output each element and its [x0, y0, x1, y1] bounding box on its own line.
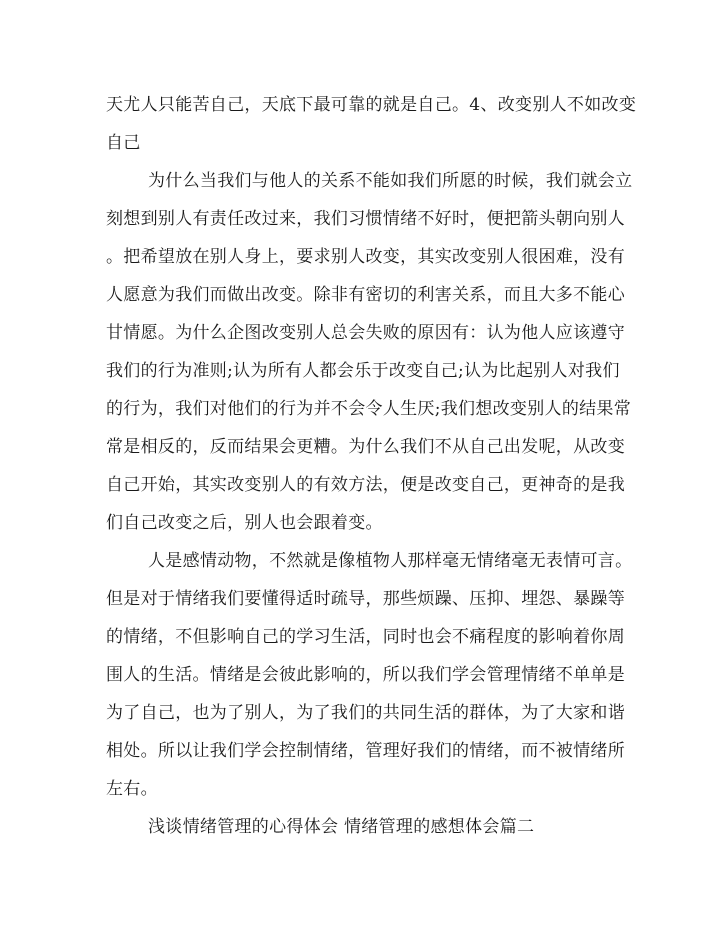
text-line: 为了自己，也为了别人，为了我们的共同生活的群体，为了大家和谐: [106, 703, 625, 723]
text-line: 自己: [106, 133, 141, 153]
text-line: 人愿意为我们而做出改变。除非有密切的利害关系，而且大多不能心: [106, 285, 625, 305]
text-line: 的情绪，不但影响自己的学习生活，同时也会不痛程度的影响着你周: [106, 627, 625, 647]
text-line: 天尤人只能苦自己，天底下最可靠的就是自己。4、改变别人不如改变: [106, 95, 637, 115]
text-line: 自己开始，其实改变别人的有效方法，便是改变自己，更神奇的是我: [106, 475, 625, 495]
paragraph-first-line: 为什么当我们与他人的关系不能如我们所愿的时候，我们就会立: [148, 171, 633, 191]
text-line: 们自己改变之后，别人也会跟着变。: [106, 513, 383, 533]
text-line: 常是相反的，反而结果会更糟。为什么我们不从自己出发呢，从改变: [106, 437, 625, 457]
text-line: 围人的生活。情绪是会彼此影响的，所以我们学会管理情绪不单单是: [106, 665, 625, 685]
text-line: 甘情愿。为什么企图改变别人总会失败的原因有：认为他人应该遵守: [106, 323, 625, 343]
text-line: 的行为，我们对他们的行为并不会令人生厌;我们想改变别人的结果常: [106, 399, 632, 419]
paragraph-first-line: 人是感情动物，不然就是像植物人那样毫无情绪毫无表情可言。: [148, 551, 633, 571]
text-line: 我们的行为准则;认为所有人都会乐于改变自己;认为比起别人对我们: [106, 361, 620, 381]
text-line: 但是对于情绪我们要懂得适时疏导，那些烦躁、压抑、埋怨、暴躁等: [106, 589, 625, 609]
section-heading: 浅谈情绪管理的心得体会 情绪管理的感想体会篇二: [148, 817, 535, 837]
text-line: 刻想到别人有责任改过来，我们习惯情绪不好时，便把箭头朝向别人: [106, 209, 625, 229]
text-line: 相处。所以让我们学会控制情绪，管理好我们的情绪，而不被情绪所: [106, 741, 625, 761]
text-line: 。把希望放在别人身上，要求别人改变，其实改变别人很困难，没有: [106, 247, 625, 267]
text-line: 左右。: [106, 779, 158, 799]
